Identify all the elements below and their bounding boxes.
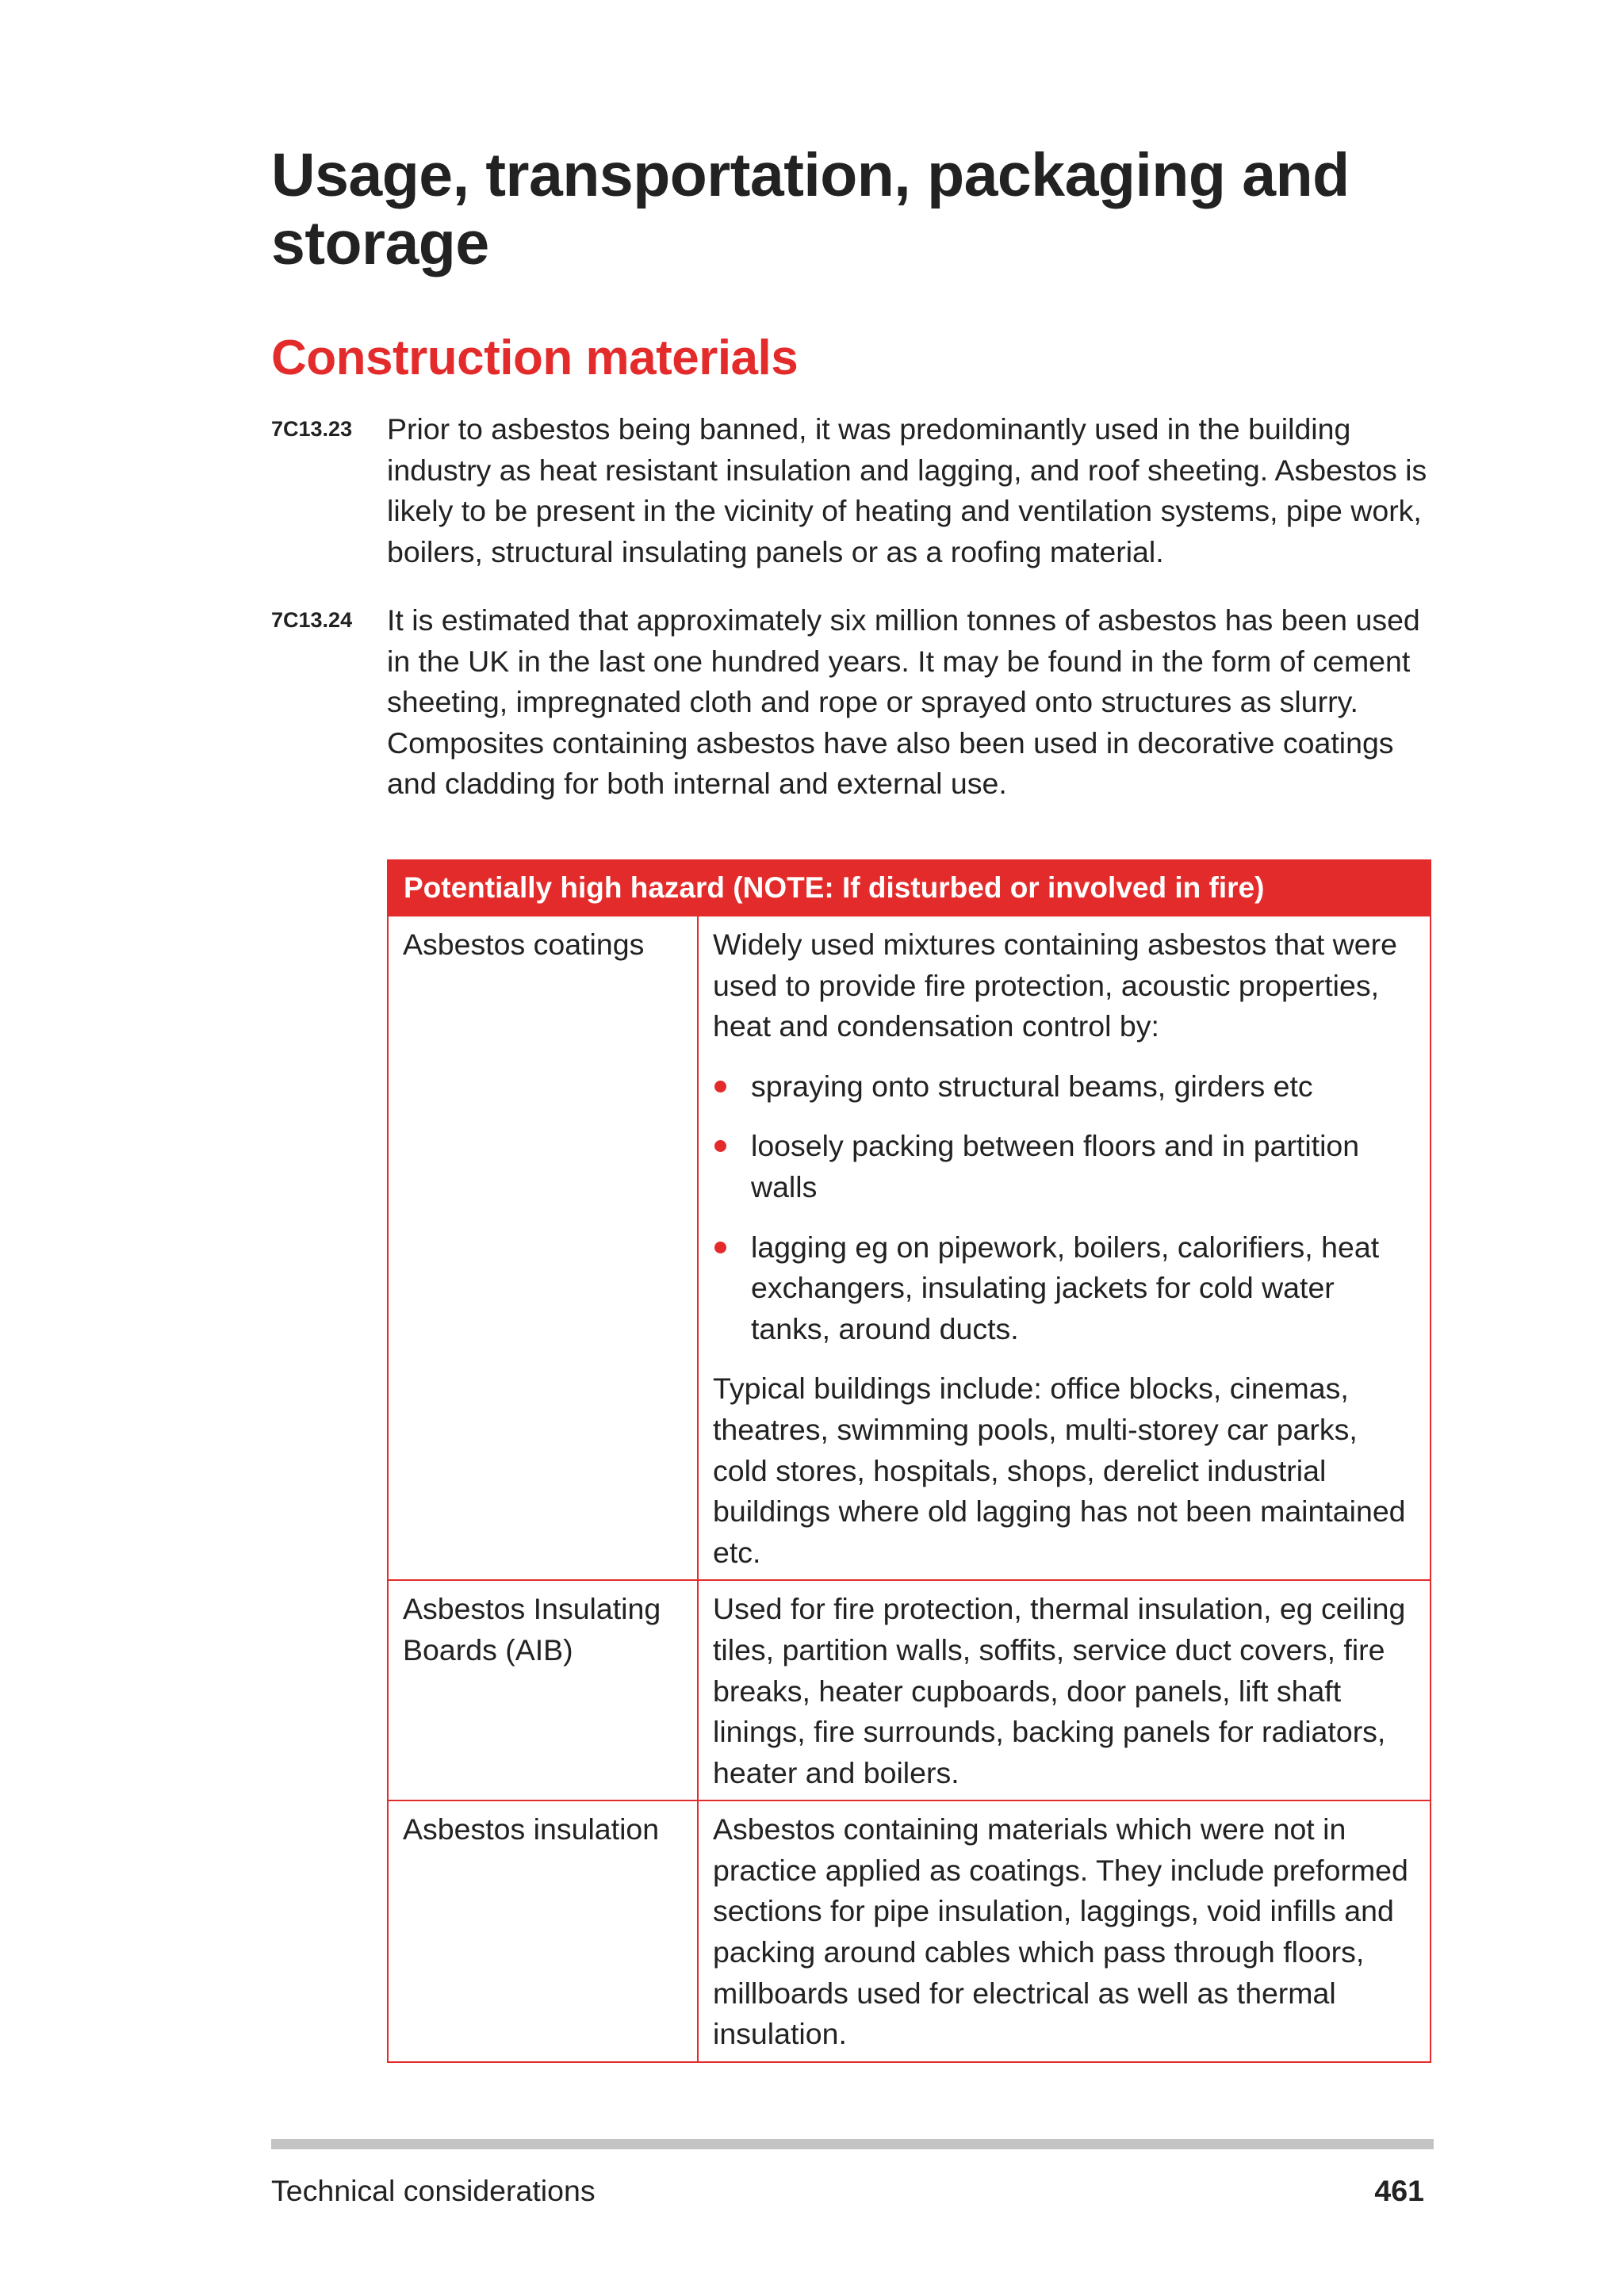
material-description-cell: Used for fire protection, thermal insulation, eg ceiling tiles, partition walls, soffits, service duct covers, fire breaks, heater cupboards, door panels, lift shaft linings, fire surrounds, backing panels for radiators, heater and boilers. bbox=[698, 1580, 1431, 1800]
description-intro: Widely used mixtures containing asbestos that were used to provide fire protection, acoustic properties, heat and condensation control by: bbox=[713, 928, 1397, 1043]
list-item bbox=[713, 1227, 1415, 1350]
table-row bbox=[388, 1580, 1431, 1800]
hazard-table bbox=[387, 859, 1431, 2063]
material-name-cell: Asbestos insulation bbox=[388, 1800, 698, 2062]
list-item bbox=[713, 1066, 1415, 1108]
section-heading: Construction materials bbox=[271, 331, 799, 385]
footer-divider bbox=[271, 2139, 1434, 2149]
paragraph-number: 7C13.23 bbox=[271, 417, 353, 441]
material-name-cell: Asbestos Insulating Boards (AIB) bbox=[388, 1580, 698, 1800]
table-header: Potentially high hazard (NOTE: If disturbed or involved in fire) bbox=[388, 860, 1431, 916]
table-row bbox=[388, 916, 1431, 1580]
bullet-icon bbox=[714, 1081, 726, 1093]
paragraph-text: It is estimated that approximately six million tonnes of asbestos has been used in the UK in the last one hundred years. It may be found in the form of cement sheeting, impregnated cloth and rope or sprayed onto structures as slurry. Composites containing asbestos have also been used in decorative coatings and cladding for both internal and external use. bbox=[387, 603, 1420, 801]
table-header-row bbox=[388, 860, 1431, 916]
list-item-text: spraying onto structural beams, girders etc bbox=[751, 1069, 1313, 1103]
description-outro: Typical buildings include: office blocks, cinemas, theatres, swimming pools, multi-storey car parks, cold stores, hospitals, shops, derelict industrial buildings where old lagging has not been maintained etc. bbox=[713, 1372, 1406, 1569]
material-description-cell: Asbestos containing materials which were not in practice applied as coatings. They include preformed sections for pipe insulation, laggings, void infills and packing around cables which pass through floors, millboards used for electrical as well as thermal insulation. bbox=[698, 1800, 1431, 2062]
bullet-icon bbox=[714, 1140, 726, 1152]
paragraph-text: Prior to asbestos being banned, it was predominantly used in the building industry as heat resistant insulation and lagging, and roof sheeting. Asbestos is likely to be present in the vicinity of heating and ventilation systems, pipe work, boilers, structural insulating panels or as a roofing material. bbox=[387, 412, 1427, 568]
material-description-cell bbox=[698, 916, 1431, 1580]
footer-section-label: Technical considerations bbox=[271, 2174, 596, 2207]
material-name-cell: Asbestos coatings bbox=[388, 916, 698, 1580]
list-item-text: loosely packing between floors and in partition walls bbox=[751, 1129, 1360, 1203]
table-row bbox=[388, 1800, 1431, 2062]
list-item-text: lagging eg on pipework, boilers, calorifiers, heat exchangers, insulating jackets for cold water tanks, around ducts. bbox=[751, 1230, 1380, 1345]
paragraph-number: 7C13.24 bbox=[271, 608, 353, 632]
bullet-icon bbox=[714, 1242, 726, 1253]
list-item bbox=[713, 1126, 1415, 1207]
page-title: Usage, transportation, packaging and storage bbox=[271, 141, 1350, 277]
page-number: 461 bbox=[1374, 2174, 1424, 2207]
bullet-list bbox=[713, 1066, 1415, 1350]
